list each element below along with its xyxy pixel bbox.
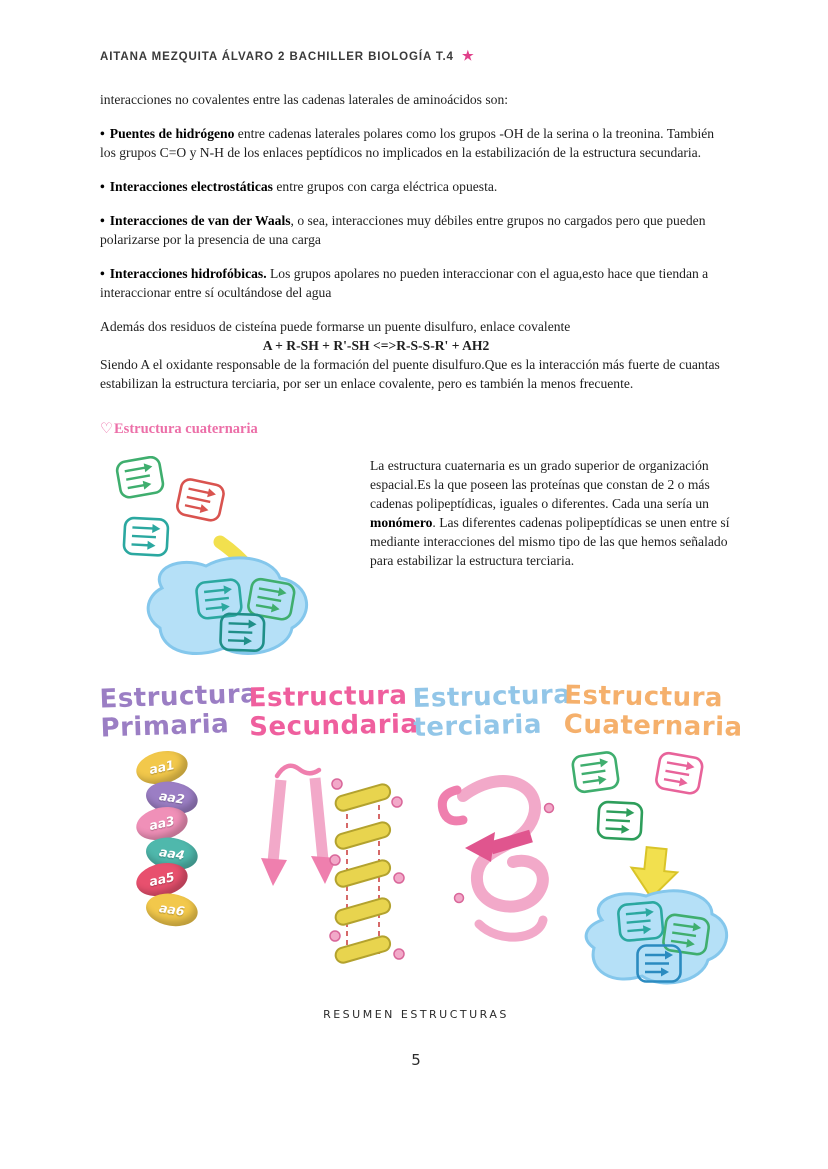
disulfide-explanation: Siendo A el oxidante responsable de la formación del puente disulfuro.Que es la interacción más fuerte de cuantas estabilizan la estructura terciaria, por ser un enlace covalente, pero es también la menos frecuente.	[100, 357, 720, 392]
protein-subunit-icon	[572, 751, 620, 793]
amino-acid-bead: aa2	[144, 778, 200, 818]
bullet-marker: •	[100, 213, 105, 229]
amino-acid-bead: aa5	[133, 858, 191, 900]
amino-acid-bead: aa3	[133, 802, 191, 844]
protein-subunit-icon	[124, 517, 169, 555]
figure-column-primary	[99, 678, 259, 993]
page-number: 5	[411, 1051, 421, 1070]
bullet-hydrogen-bonds: • Puentes de hidrógeno entre cadenas laterales polares como los grupos -OH de la serina o la treonina. También los grupos C=O y N-H de los enlaces peptídicos no implicados en la estabilización de la estructura secundaria.	[100, 126, 715, 161]
protein-subunit-icon	[655, 752, 704, 795]
section-heading-quaternary	[100, 419, 732, 439]
folded-protein-icon	[442, 781, 553, 937]
document-body	[99, 90, 743, 1071]
quaternary-section	[100, 456, 732, 661]
header-text: AITANA MEZQUITA ÁLVARO 2 BACHILLER BIOLOGÍA T.4	[100, 51, 454, 63]
protein-subunit-icon	[598, 801, 643, 839]
monomer-term: monómero	[370, 514, 433, 530]
intro-paragraph: interacciones no covalentes entre las cadenas laterales de aminoácidos son:	[100, 92, 509, 107]
bullet-electrostatic: • Interacciones electrostáticas entre grupos con carga eléctrica opuesta.	[100, 179, 498, 195]
alpha-helix-icon	[330, 779, 404, 964]
star-icon: ★	[461, 48, 474, 63]
bullet-marker: •	[100, 179, 105, 195]
section-title: Estructura cuaternaria	[114, 421, 258, 438]
figure-column-secondary	[248, 680, 420, 993]
amino-acid-bead: aa4	[144, 834, 200, 874]
bullet-hydrophobic: • Interacciones hidrofóbicas. Los grupos apolares no pueden interaccionar con el agua,esto hace que tiendan a interaccionar entre sí ocultándose del agua	[100, 266, 709, 301]
protein-subunit-icon	[176, 477, 226, 521]
figure-title-primary: Estructura Primaria	[99, 678, 259, 743]
blue-blob-shape	[148, 558, 306, 654]
disulfide-equation: A + R-SH + R'-SH <=>R-S-S-R' + AH2	[262, 338, 490, 354]
blue-blob-shape	[586, 891, 726, 983]
amino-acid-bead: aa6	[144, 890, 200, 930]
figure-title-tertiary: Estructura terciaria	[411, 679, 572, 743]
bullet-marker: •	[100, 126, 105, 142]
disulfide-paragraph	[100, 317, 732, 393]
amino-acid-chain	[134, 752, 194, 924]
bullet-van-der-waals: • Interacciones de van der Waals, o sea, interacciones muy débiles entre grupos no cargados pero que pueden polarizarse por la presencia de una carga	[100, 213, 706, 248]
disulfide-intro: Además dos residuos de cisteína puede formarse un puente disulfuro, enlace covalente	[100, 319, 571, 335]
heart-icon: ♡	[100, 421, 113, 438]
figure-column-tertiary	[411, 679, 572, 993]
bullet-marker: •	[100, 266, 105, 282]
page-header	[100, 48, 474, 64]
tertiary-structure-illustration	[413, 748, 563, 978]
protein-subunit-icon	[116, 456, 165, 499]
quaternary-paragraph: La estructura cuaternaria es un grado superior de organización espacial.Es la que poseen las proteínas que constan de 2 o más cadenas polipeptídicas, iguales o diferentes. Cada una sería un monómero. Las diferentes cadenas polipeptídicas se unen entre sí mediante interacciones del mismo tipo de las que hemos señalado para estabilizar la estructura terciaria.	[370, 457, 730, 568]
secondary-structure-illustration	[249, 748, 411, 986]
figure-title-secondary: Estructura Secundaria	[248, 680, 420, 742]
figure-column-quaternary	[563, 680, 743, 993]
structures-summary-figure	[99, 678, 743, 1023]
amino-acid-bead: aa1	[133, 746, 191, 788]
figure-caption: RESUMEN ESTRUCTURAS	[323, 1007, 509, 1021]
quaternary-summary-illustration	[564, 748, 732, 993]
beta-hairpin-icon	[261, 766, 337, 886]
figure-title-quaternary: Estructura Cuaternaria	[563, 680, 743, 742]
quaternary-structure-illustration	[100, 456, 354, 661]
